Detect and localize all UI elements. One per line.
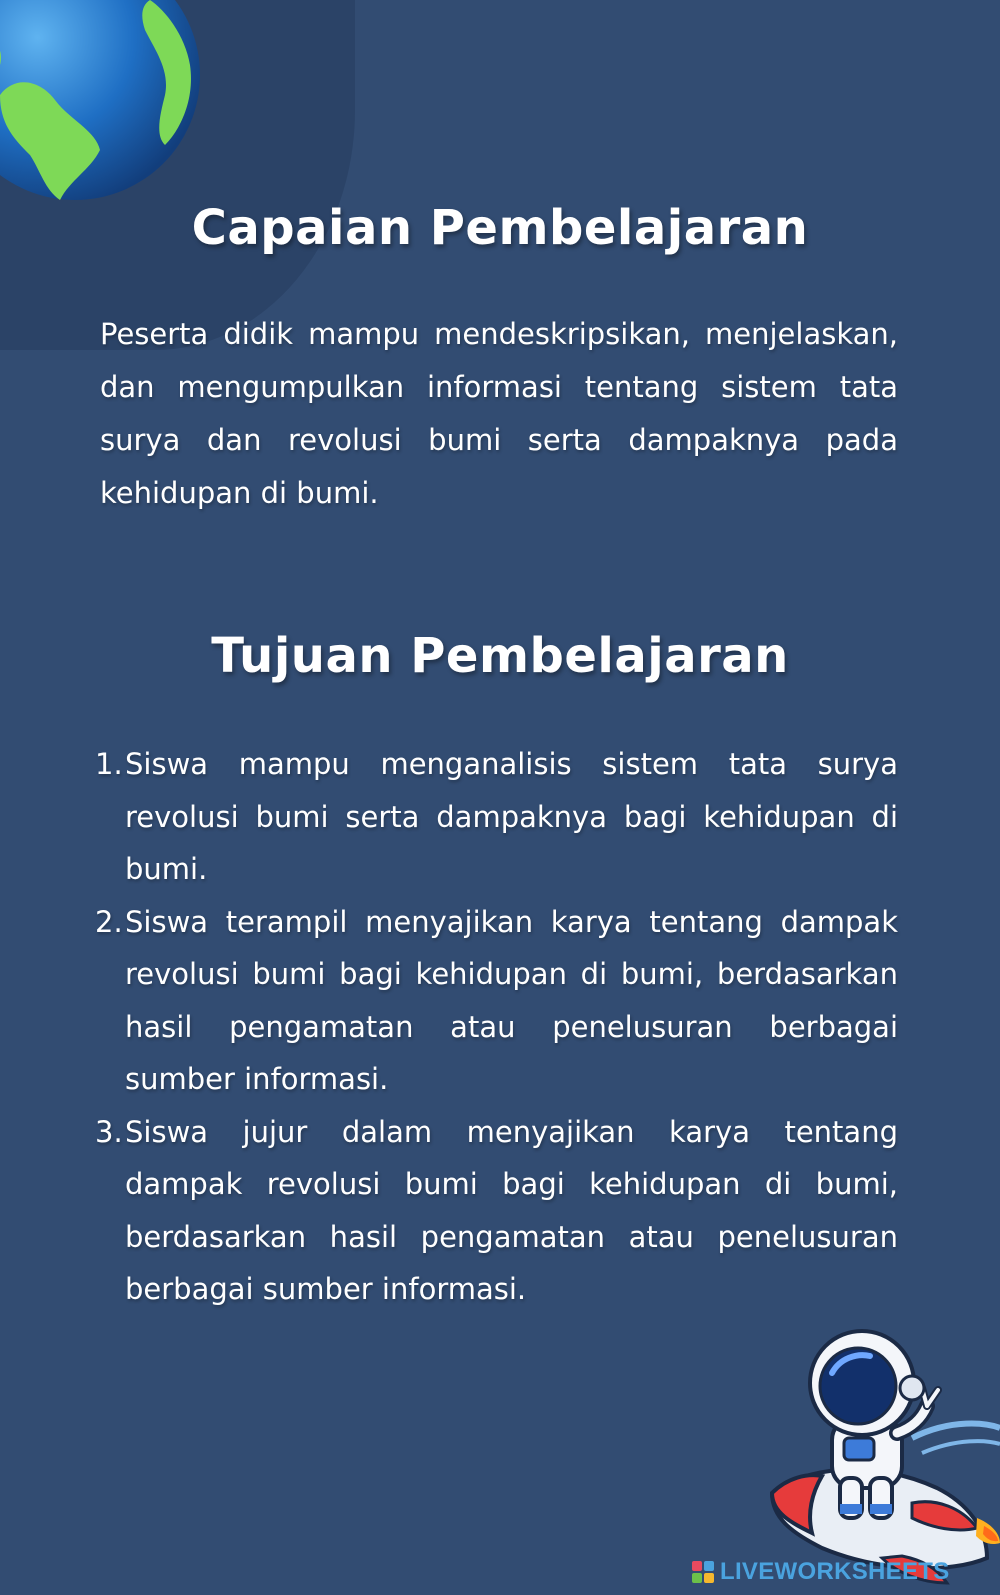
list-item [95,1106,898,1316]
list-item-number: 2. [95,904,123,939]
list-item-text: Siswa jujur dalam menyajikan karya tentang dampak revolusi bumi bagi kehidupan di bumi, berdasarkan hasil pengamatan atau penelusuran berbagai sumber informasi. [125,1114,898,1306]
list-item [95,896,898,1106]
list-item-number: 1. [95,747,123,781]
list-item-text: Siswa mampu menganalisis sistem tata surya revolusi bumi serta dampaknya bagi kehidupan di bumi. [125,747,898,886]
goals-list [95,738,898,1316]
capaian-paragraph: Peserta didik mampu mendeskripsikan, menjelaskan, dan mengumpulkan informasi tentang sistem tata surya dan revolusi bumi serta dampaknya pada kehidupan di bumi. [100,317,898,510]
watermark [692,1557,950,1587]
list-item [95,738,898,896]
earth-icon [0,0,200,205]
tujuan-title: Tujuan Pembelajaran [211,628,789,684]
list-item-text: Siswa terampil menyajikan karya tentang dampak revolusi bumi bagi kehidupan di bumi, berdasarkan hasil pengamatan atau penelusuran berbagai sumber informasi. [125,904,898,1096]
astronaut-rocket-icon [762,1328,1000,1590]
liveworksheets-logo-icon [692,1561,714,1583]
capaian-title: Capaian Pembelajaran [191,200,809,256]
watermark-text: LIVEWORKSHEETS [720,1558,950,1585]
list-item-number: 3. [95,1114,123,1149]
